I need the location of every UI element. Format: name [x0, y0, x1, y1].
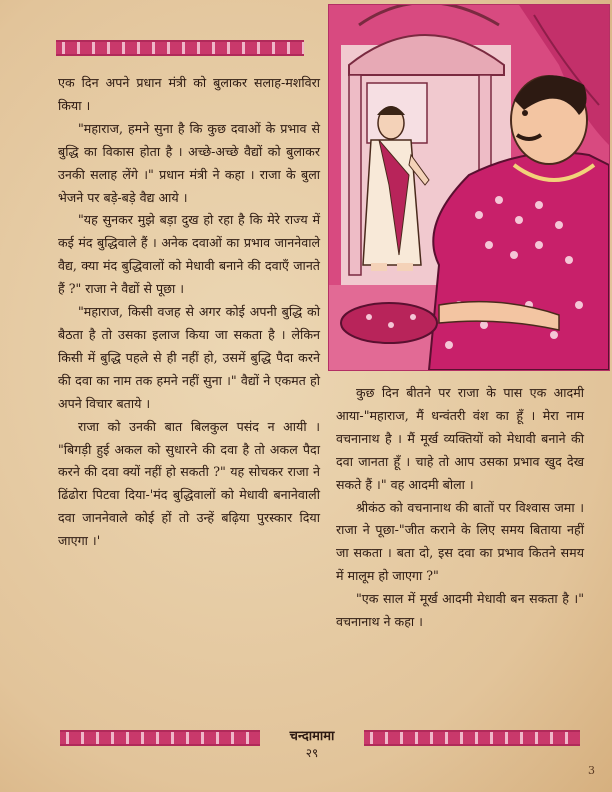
illustration-king-and-physician [329, 5, 609, 370]
paragraph: राजा को उनकी बात बिलकुल पसंद न आयी । "बिगड़ी हुई अकल को सुधारने की दवा है तो अकल पैदा करने की दवा क्यों नहीं हो सकती ?" यह सोचकर राजा ने ढिंढोरा पिटवा दिया-'मंद बुद्धिवालों को मेधावी बनानेवाली दवा जाननेवाले कोई हों तो उन्हें बढ़िया पुरस्कार दिया जाएगा ।' [58, 418, 320, 549]
bottom-left-decorative-border [60, 730, 260, 746]
paragraph: श्रीकंठ को वचनानाथ की बातों पर विश्वास जमा । राजा ने पूछा-"जीत कराने के लिए समय बिताया नहीं जा सकता । बता दो, इस दवा का प्रभाव कितने समय में मालूम हो जाएगा ?" [336, 499, 584, 584]
paragraph: कुछ दिन बीतने पर राजा के पास एक आदमी आया-"महाराज, मैं धन्वंतरी वंश का हूँ । मेरा नाम वचनानाथ है । मैं मूर्ख व्यक्तियों को मेधावी बनाने की दवा जानता हूँ । चाहे तो आप उसका प्रभाव खुद देख सकते हैं ।" वह आदमी बोला । [336, 385, 584, 492]
left-text-column [58, 72, 320, 553]
corner-mark: 3 [588, 764, 595, 777]
magazine-title: चन्दामामा [289, 729, 335, 744]
paragraph: "एक साल में मूर्ख आदमी मेधावी बन सकता है ।" वचनानाथ ने कहा । [336, 591, 584, 630]
bottom-right-decorative-border [364, 730, 580, 746]
paragraph: "यह सुनकर मुझे बड़ा दुख हो रहा है कि मेरे राज्य में कई मंद बुद्धिवाले हैं । अनेक दवाओं का प्रभाव जाननेवाले वैद्य, क्या मंद बुद्धिवालों को मेधावी बनाने की दवाएँ जानते हैं ?" राजा ने वैद्यों से पूछा । [58, 212, 320, 297]
story-illustration [328, 4, 610, 371]
paragraph: "महाराज, हमने सुना है कि कुछ दवाओं के प्रभाव से बुद्धि का विकास होता है । अच्छे-अच्छे वैद्यों को बुलाकर उनकी सलाह लेंगे ।" प्रधान मंत्री ने कहा । राजा के बुला भेजने पर बड़े-बड़े वैद्य आये । [58, 120, 320, 205]
page-number: २९ [305, 746, 319, 760]
paragraph: "महाराज, किसी वजह से अगर कोई अपनी बुद्धि को बैठता है तो उसका इलाज किया जा सकता है । लेकिन किसी में बुद्धि पहले से ही नहीं हो, उसमें बुद्धि पैदा करने की दवा का नाम तक हमने नहीं सुना ।" वैद्यों ने एकमत हो अपने विचार बताये । [58, 304, 320, 411]
top-decorative-border [56, 40, 304, 56]
right-text-column [336, 382, 584, 634]
paragraph: एक दिन अपने प्रधान मंत्री को बुलाकर सलाह-मशविरा किया । [58, 75, 320, 113]
